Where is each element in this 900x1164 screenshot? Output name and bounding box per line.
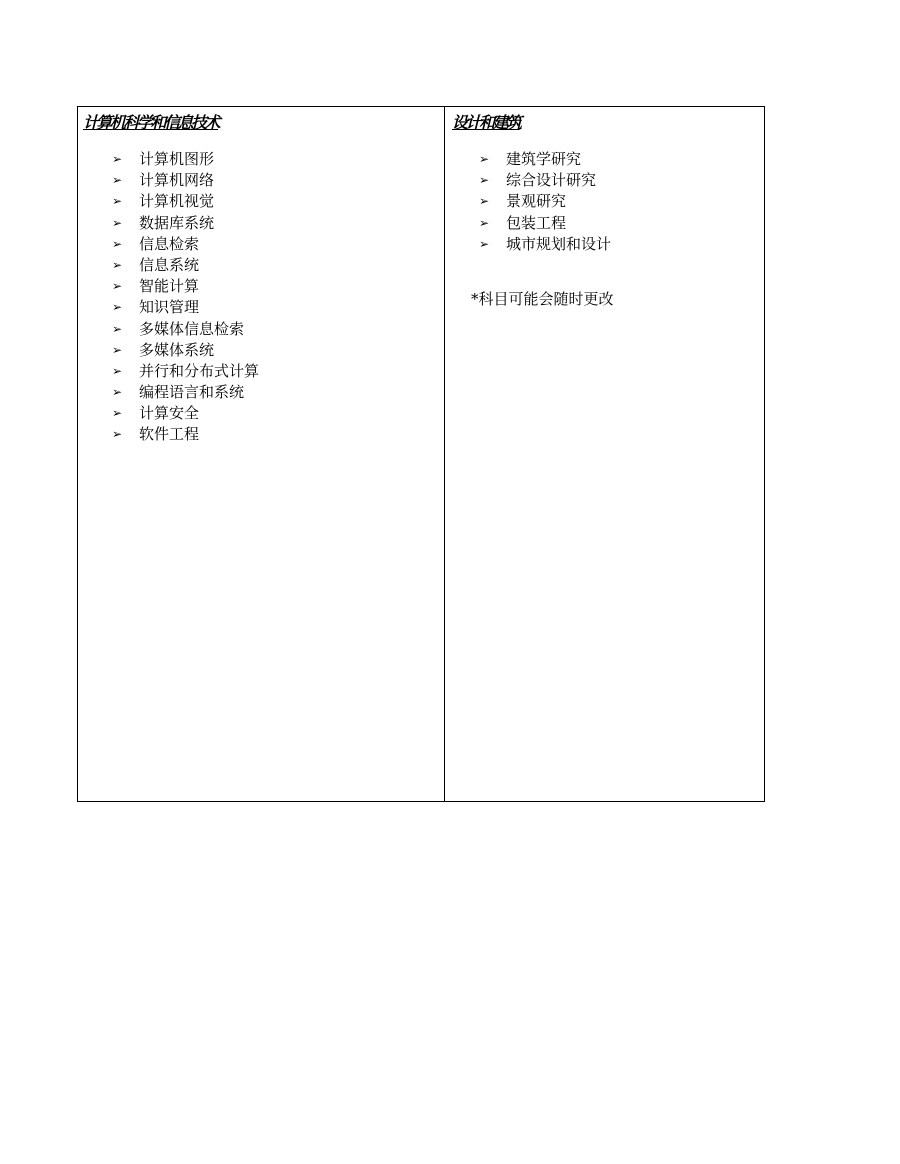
- list-item: ➢ 多媒体信息检索: [112, 319, 259, 340]
- arrow-bullet-icon: ➢: [112, 363, 123, 378]
- list-item: ➢ 数据库系统: [112, 213, 259, 234]
- computer-science-list: [112, 149, 259, 446]
- arrow-bullet-icon: ➢: [479, 236, 490, 251]
- arrow-bullet-icon: ➢: [479, 215, 490, 230]
- arrow-bullet-icon: ➢: [112, 279, 123, 294]
- list-item: ➢ 计算安全: [112, 403, 259, 424]
- arrow-bullet-icon: ➢: [112, 173, 123, 188]
- arrow-bullet-icon: ➢: [112, 321, 123, 336]
- design-architecture-heading: 设计和建筑: [452, 115, 520, 132]
- list-item: ➢ 智能计算: [112, 276, 259, 297]
- arrow-bullet-icon: ➢: [112, 215, 123, 230]
- arrow-bullet-icon: ➢: [112, 152, 123, 166]
- arrow-bullet-icon: ➢: [112, 194, 123, 209]
- list-item: ➢ 包装工程: [479, 213, 611, 234]
- computer-science-column: [78, 107, 445, 801]
- list-item: ➢ 计算机网络: [112, 170, 259, 191]
- list-item: ➢ 城市规划和设计: [479, 234, 611, 255]
- list-item: ➢ 计算机视觉: [112, 191, 259, 212]
- list-item: ➢ 信息系统: [112, 255, 259, 276]
- arrow-bullet-icon: ➢: [112, 300, 123, 315]
- arrow-bullet-icon: ➢: [112, 427, 123, 442]
- arrow-bullet-icon: ➢: [479, 152, 490, 166]
- arrow-bullet-icon: ➢: [112, 236, 123, 251]
- arrow-bullet-icon: ➢: [112, 257, 123, 272]
- list-item: ➢ 信息检索: [112, 234, 259, 255]
- arrow-bullet-icon: ➢: [112, 342, 123, 357]
- arrow-bullet-icon: ➢: [112, 385, 123, 400]
- list-item: ➢ 并行和分布式计算: [112, 361, 259, 382]
- list-item: ➢ 知识管理: [112, 297, 259, 318]
- design-architecture-list: [479, 149, 611, 255]
- list-item: ➢ 软件工程: [112, 424, 259, 445]
- list-item: ➢ 多媒体系统: [112, 340, 259, 361]
- list-item: ➢ 建筑学研究: [479, 149, 611, 170]
- arrow-bullet-icon: ➢: [479, 173, 490, 188]
- subject-change-note: *科目可能会随时更改: [471, 290, 614, 308]
- arrow-bullet-icon: ➢: [479, 194, 490, 209]
- list-item: ➢ 计算机图形: [112, 149, 259, 170]
- computer-science-heading: 计算机科学和信息技术: [83, 115, 219, 132]
- list-item: ➢ 综合设计研究: [479, 170, 611, 191]
- arrow-bullet-icon: ➢: [112, 406, 123, 421]
- list-item: ➢ 编程语言和系统: [112, 382, 259, 403]
- subjects-table: [77, 106, 765, 802]
- list-item: ➢ 景观研究: [479, 191, 611, 212]
- design-architecture-column: [445, 107, 764, 801]
